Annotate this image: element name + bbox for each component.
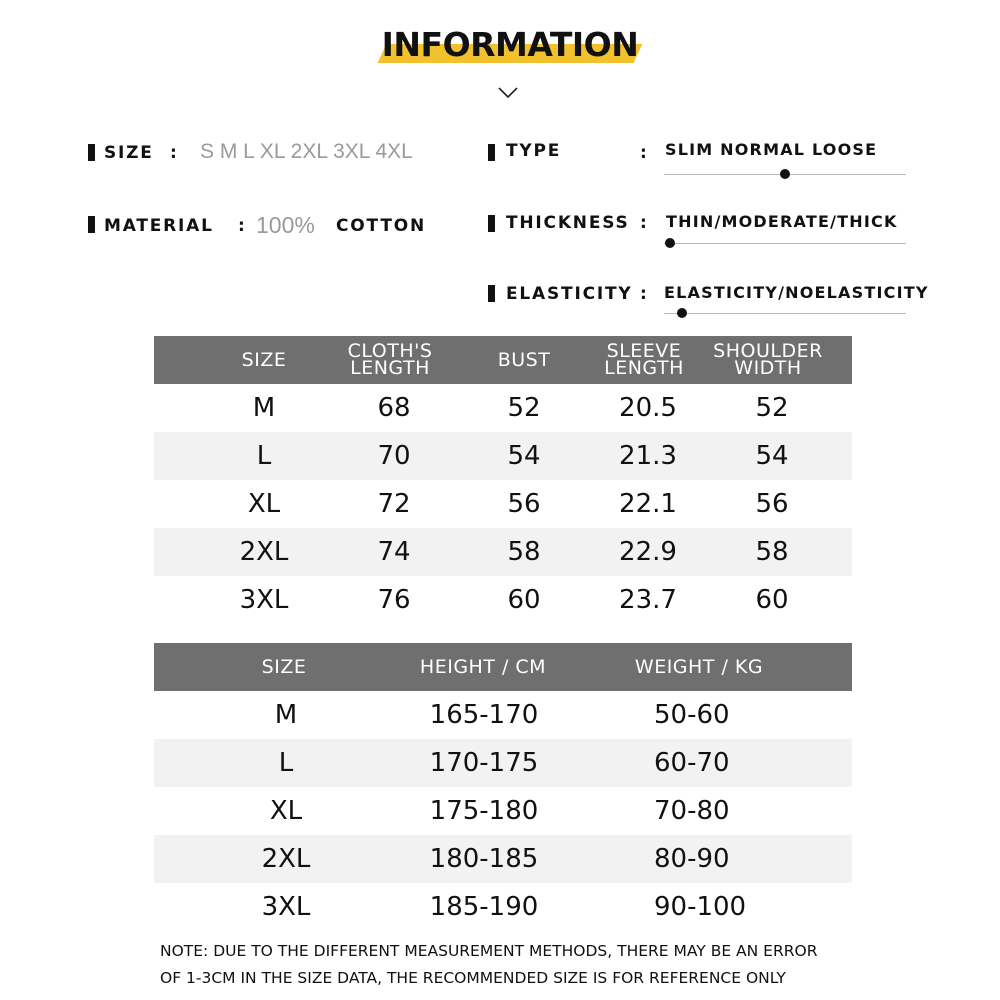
header-size: SIZE — [241, 348, 287, 371]
measurement-table-header — [154, 336, 852, 384]
thickness-options: THIN/MODERATE/THICK — [666, 212, 898, 231]
measurement-table — [154, 336, 852, 626]
cell-bust: 60 — [507, 585, 541, 615]
cell-size: M — [252, 393, 276, 423]
page-title — [372, 24, 648, 68]
cell-cloth-length: 68 — [377, 393, 411, 423]
cell-weight: 90-100 — [654, 892, 747, 922]
size-colon: : — [170, 143, 179, 163]
table-row — [154, 739, 852, 787]
cell-shoulder-width: 58 — [755, 537, 789, 567]
cell-sleeve-length: 22.1 — [619, 489, 677, 519]
table-row — [154, 528, 852, 576]
size-label: SIZE — [104, 143, 154, 163]
cell-size: 2XL — [261, 844, 311, 874]
cell-size: XL — [247, 489, 281, 519]
cell-sleeve-length: 21.3 — [619, 441, 677, 471]
cell-height: 185-190 — [429, 892, 539, 922]
header-bust: BUST — [497, 348, 551, 371]
material-label: MATERIAL — [104, 216, 214, 236]
type-colon: : — [640, 143, 649, 163]
cell-size: M — [274, 700, 298, 730]
cell-weight: 60-70 — [654, 748, 730, 778]
elasticity-options: ELASTICITY/NOELASTICITY — [664, 283, 929, 302]
cell-cloth-length: 76 — [377, 585, 411, 615]
table-row — [154, 432, 852, 480]
cell-weight: 70-80 — [654, 796, 730, 826]
material-value-percent: 100% — [256, 212, 315, 238]
type-options: SLIM NORMAL LOOSE — [665, 140, 878, 159]
cell-size: L — [256, 441, 272, 471]
thickness-scale-line — [664, 243, 906, 244]
header-shoulder-width: SHOULDER WIDTH — [713, 340, 823, 379]
header-weight: WEIGHT / KG — [634, 655, 764, 678]
cell-shoulder-width: 60 — [755, 585, 789, 615]
elasticity-bullet — [488, 285, 495, 302]
header-height: HEIGHT / CM — [419, 655, 547, 678]
header-size: SIZE — [261, 655, 307, 678]
cell-height: 180-185 — [429, 844, 539, 874]
size-value: S M L XL 2XL 3XL 4XL — [200, 140, 413, 163]
thickness-bullet — [488, 215, 495, 232]
note-line-1: NOTE: DUE TO THE DIFFERENT MEASUREMENT METHODS, THERE MAY BE AN ERROR — [160, 942, 818, 960]
cell-weight: 50-60 — [654, 700, 730, 730]
cell-bust: 56 — [507, 489, 541, 519]
cell-bust: 54 — [507, 441, 541, 471]
cell-cloth-length: 74 — [377, 537, 411, 567]
elasticity-label: ELASTICITY — [506, 284, 633, 304]
type-label: TYPE — [506, 141, 562, 161]
table-row — [154, 576, 852, 624]
material-colon: : — [238, 216, 247, 236]
header-sleeve-length: SLEEVE LENGTH — [604, 340, 684, 379]
cell-size: 3XL — [239, 585, 289, 615]
table-row — [154, 787, 852, 835]
type-bullet — [488, 144, 495, 161]
thickness-label: THICKNESS — [506, 213, 630, 233]
cell-size: XL — [269, 796, 303, 826]
size-bullet — [88, 144, 95, 161]
chevron-down-icon — [498, 86, 518, 100]
cell-height: 175-180 — [429, 796, 539, 826]
thickness-colon: : — [640, 213, 649, 233]
disclaimer-note — [160, 938, 880, 992]
title-text: INFORMATION — [381, 25, 639, 64]
cell-sleeve-length: 22.9 — [619, 537, 677, 567]
cell-size: 2XL — [239, 537, 289, 567]
cell-sleeve-length: 23.7 — [619, 585, 677, 615]
cell-bust: 52 — [507, 393, 541, 423]
cell-bust: 58 — [507, 537, 541, 567]
table-row — [154, 835, 852, 883]
cell-cloth-length: 70 — [377, 441, 411, 471]
thickness-scale-marker — [665, 238, 675, 248]
cell-size: 3XL — [261, 892, 311, 922]
cell-height: 170-175 — [429, 748, 539, 778]
material-value-fabric: COTTON — [336, 216, 426, 236]
table-row — [154, 480, 852, 528]
table-row — [154, 883, 852, 931]
cell-height: 165-170 — [429, 700, 539, 730]
header-cloth-length: CLOTH'S LENGTH — [347, 340, 433, 379]
cell-shoulder-width: 54 — [755, 441, 789, 471]
elasticity-scale-line — [664, 313, 906, 314]
elasticity-colon: : — [640, 284, 649, 304]
elasticity-scale-marker — [677, 308, 687, 318]
fit-table — [154, 643, 852, 933]
cell-size: L — [278, 748, 294, 778]
cell-shoulder-width: 52 — [755, 393, 789, 423]
fit-table-header — [154, 643, 852, 691]
table-row — [154, 691, 852, 739]
table-row — [154, 384, 852, 432]
material-bullet — [88, 216, 95, 233]
cell-cloth-length: 72 — [377, 489, 411, 519]
type-scale-marker — [780, 169, 790, 179]
cell-weight: 80-90 — [654, 844, 730, 874]
note-line-2: OF 1-3CM IN THE SIZE DATA, THE RECOMMENDED SIZE IS FOR REFERENCE ONLY — [160, 969, 786, 987]
cell-sleeve-length: 20.5 — [619, 393, 677, 423]
cell-shoulder-width: 56 — [755, 489, 789, 519]
